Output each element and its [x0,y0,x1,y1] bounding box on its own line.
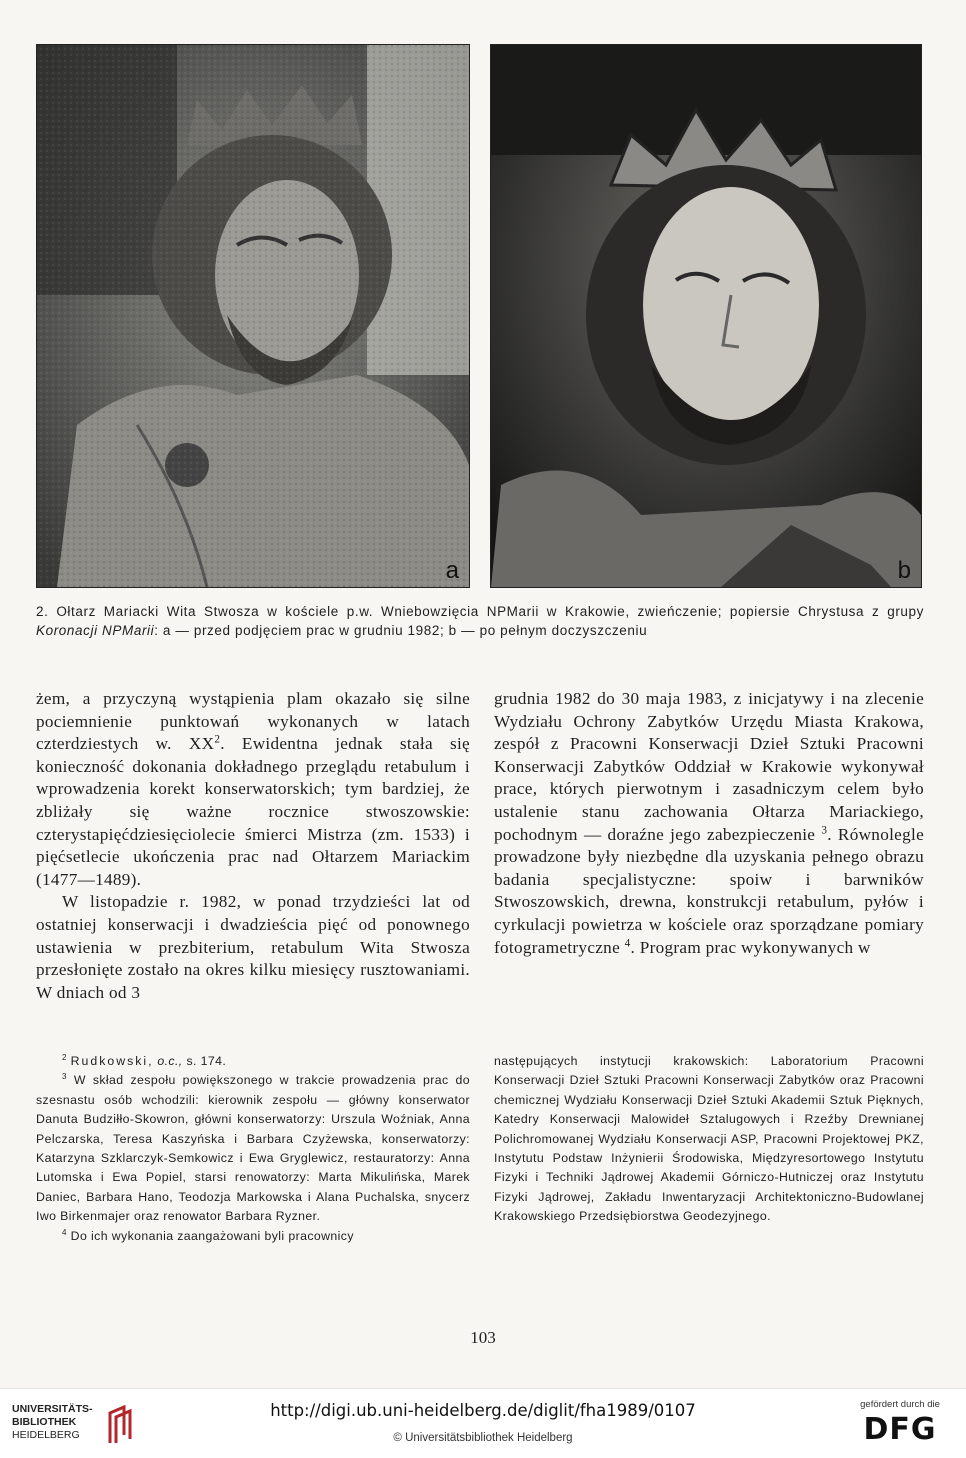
body-paragraph [36,688,470,891]
footnote-text: Do ich wykonania zaangażowani byli pracownicy [70,1228,354,1243]
footnote-text: s. 174. [186,1054,227,1068]
body-text: . Program prac wykonywanych w [630,937,871,957]
caption-text-end: : a — przed podjęciem prac w grudniu 1982; b — po pełnym doczyszczeniu [154,623,648,638]
footnote-3 [36,1071,470,1226]
footnote-number: 3 [62,1072,67,1082]
plate-letter-b: b [897,557,911,584]
body-column-right [494,688,924,959]
library-name-line3: HEIDELBERG [12,1429,80,1441]
caption-text: 2. Ołtarz Mariacki Wita Stwosza w kościele p.w. Wniebowzięcia NPMarii w Krakowie, zwieńczenie; popiersie Chrystusa z grupy [36,604,924,619]
body-column-left [36,688,470,1004]
photo-a-image [37,45,469,587]
figure-caption [36,602,924,640]
footer-bar [0,1388,966,1458]
footnote-4-continued: następujących instytucji krakowskich: Laboratorium Pracowni Konserwacji Dzieł Sztuki Pracowni Konserwacji Zabytków oraz Pracowni chemicznej Wydziału Konserwacji Dzieł Sztuki Akademii Sztuk Pięknych, Katedry Konserwacji Malowideł Sztalugowych i Rzeźby Drewnianej Polichromowanej Wydziału Konserwacji ASP, Pracowni Projektowej PKZ, Instytutu Podstaw Inżynierii Środowiska, Międzyresortowego Instytutu Fizyki i Techniki Jądrowej Akademii Górniczo-Hutniczej oraz Instytutu Fizyki Jądrowej, Zakładu Inwentaryzacji Architektoniczno-Budowlanej Krakowskiego Przedsiębiorstwa Geodezyjnego. [494,1054,924,1224]
footnotes-left [36,1052,470,1246]
footnote-author: Rudkowski, [70,1054,154,1068]
dfg-logo[interactable] [850,1399,950,1449]
photo-b-image [491,45,921,587]
caption-italic-title: Koronacji NPMarii [36,623,155,638]
footnote-text: W skład zespołu powiększonego w trakcie prowadzenia prac do szesnastu osób wchodzili: kierownik zespołu — główny konserwator Danuta Budziłło-Skowron, główni konserwatorzy: Urszula Woźniak, Anna Pelczarska, Teresa Kaszyńska i Barbara Czyżewska, konserwatorzy: Katarzyna Szklarczyk-Semkowicz i Ewa Gryglewicz, restauratorzy: Anna Lutomska i Ewa Popiel, starsi renowatorzy: Marta Mikulińska, Marek Daniec, Barbara Hano, Teodozja Markowska i Alana Puchalska, snycerz Iwo Birkenmajer oraz renowator Barbara Ryzner. [36,1073,470,1224]
body-paragraph [494,688,924,959]
footnote-italic: o.c., [157,1054,183,1068]
source-url-link[interactable]: http://digi.ub.uni-heidelberg.de/diglit/fha1989/0107 [270,1401,696,1420]
copyright-text: © Universitätsbibliothek Heidelberg [393,1432,573,1444]
body-text: . Równolegle prowadzone były niezbędne dla uzyskania pełnego obrazu badania specjalistyczne: spoiw i barwników Stwoszowskich, drewna, konstrukcji retabulum, pyłów i cyrkulacji powietrza w kościele oraz sporządzane pomiary fotogrametryczne [494,824,924,957]
footnote-2 [36,1052,470,1071]
page-number: 103 [470,1328,496,1347]
library-name-line1: UNIVERSITÄTS- [12,1403,93,1415]
body-text: . Ewidentna jednak stała się konieczność dokonania dokładnego przeglądu retabulum i wprowadzenia korekt konserwatorskich; tym bardziej, że zbliżały się ważne rocznice stwoszowskie: czterystapięćdziesięciolecie śmierci Mistrza (zm. 1533) i pięćsetlecie ukończenia prac nad Ołtarzem Mariackim (1477—1489). [36,734,470,889]
library-name-line2: BIBLIOTHEK [12,1416,77,1428]
dfg-wordmark: DFG [863,1412,937,1447]
funded-by-text: gefördert durch die [860,1399,940,1410]
footnote-number: 2 [62,1052,67,1062]
photo-plate-b [490,44,922,588]
footnote-ref: 4 [624,936,631,949]
footnote-number: 4 [62,1227,67,1237]
body-text: żem, a przyczyną wystąpienia plam okazało się silne pociemnienie punktowań wykonanych w latach czterdziestych w. XX [36,689,470,754]
footnote-ref: 3 [821,823,828,836]
footnote-4 [36,1227,470,1246]
footnotes-right [494,1052,924,1227]
plate-letter-a: a [445,557,459,584]
photo-plate-a [36,44,470,588]
footnote-ref: 2 [214,733,221,746]
body-paragraph: W listopadzie r. 1982, w ponad trzydzieści lat od ostatniej konserwacji i dwadzieścia pięć od ponownego ustawienia w prezbiterium, retabulum Wita Stwosza przesłonięte zostało na okres kilku miesięcy rusztowaniami. W dniach od 3 [36,892,470,1002]
body-text: grudnia 1982 do 30 maja 1983, z inicjatywy i na zlecenie Wydziału Ochrony Zabytków Urzędu Miasta Krakowa, zespół z Pracowni Konserwacji Dzieł Sztuki Pracowni Konserwacji Zabytków Oddział w Krakowie wykonywał prace, których pierwotnym i zasadniczym celem było ustalenie stanu zachowania Ołtarza Mariackiego, pochodnym — doraźne jego zabezpieczenie [494,689,924,844]
